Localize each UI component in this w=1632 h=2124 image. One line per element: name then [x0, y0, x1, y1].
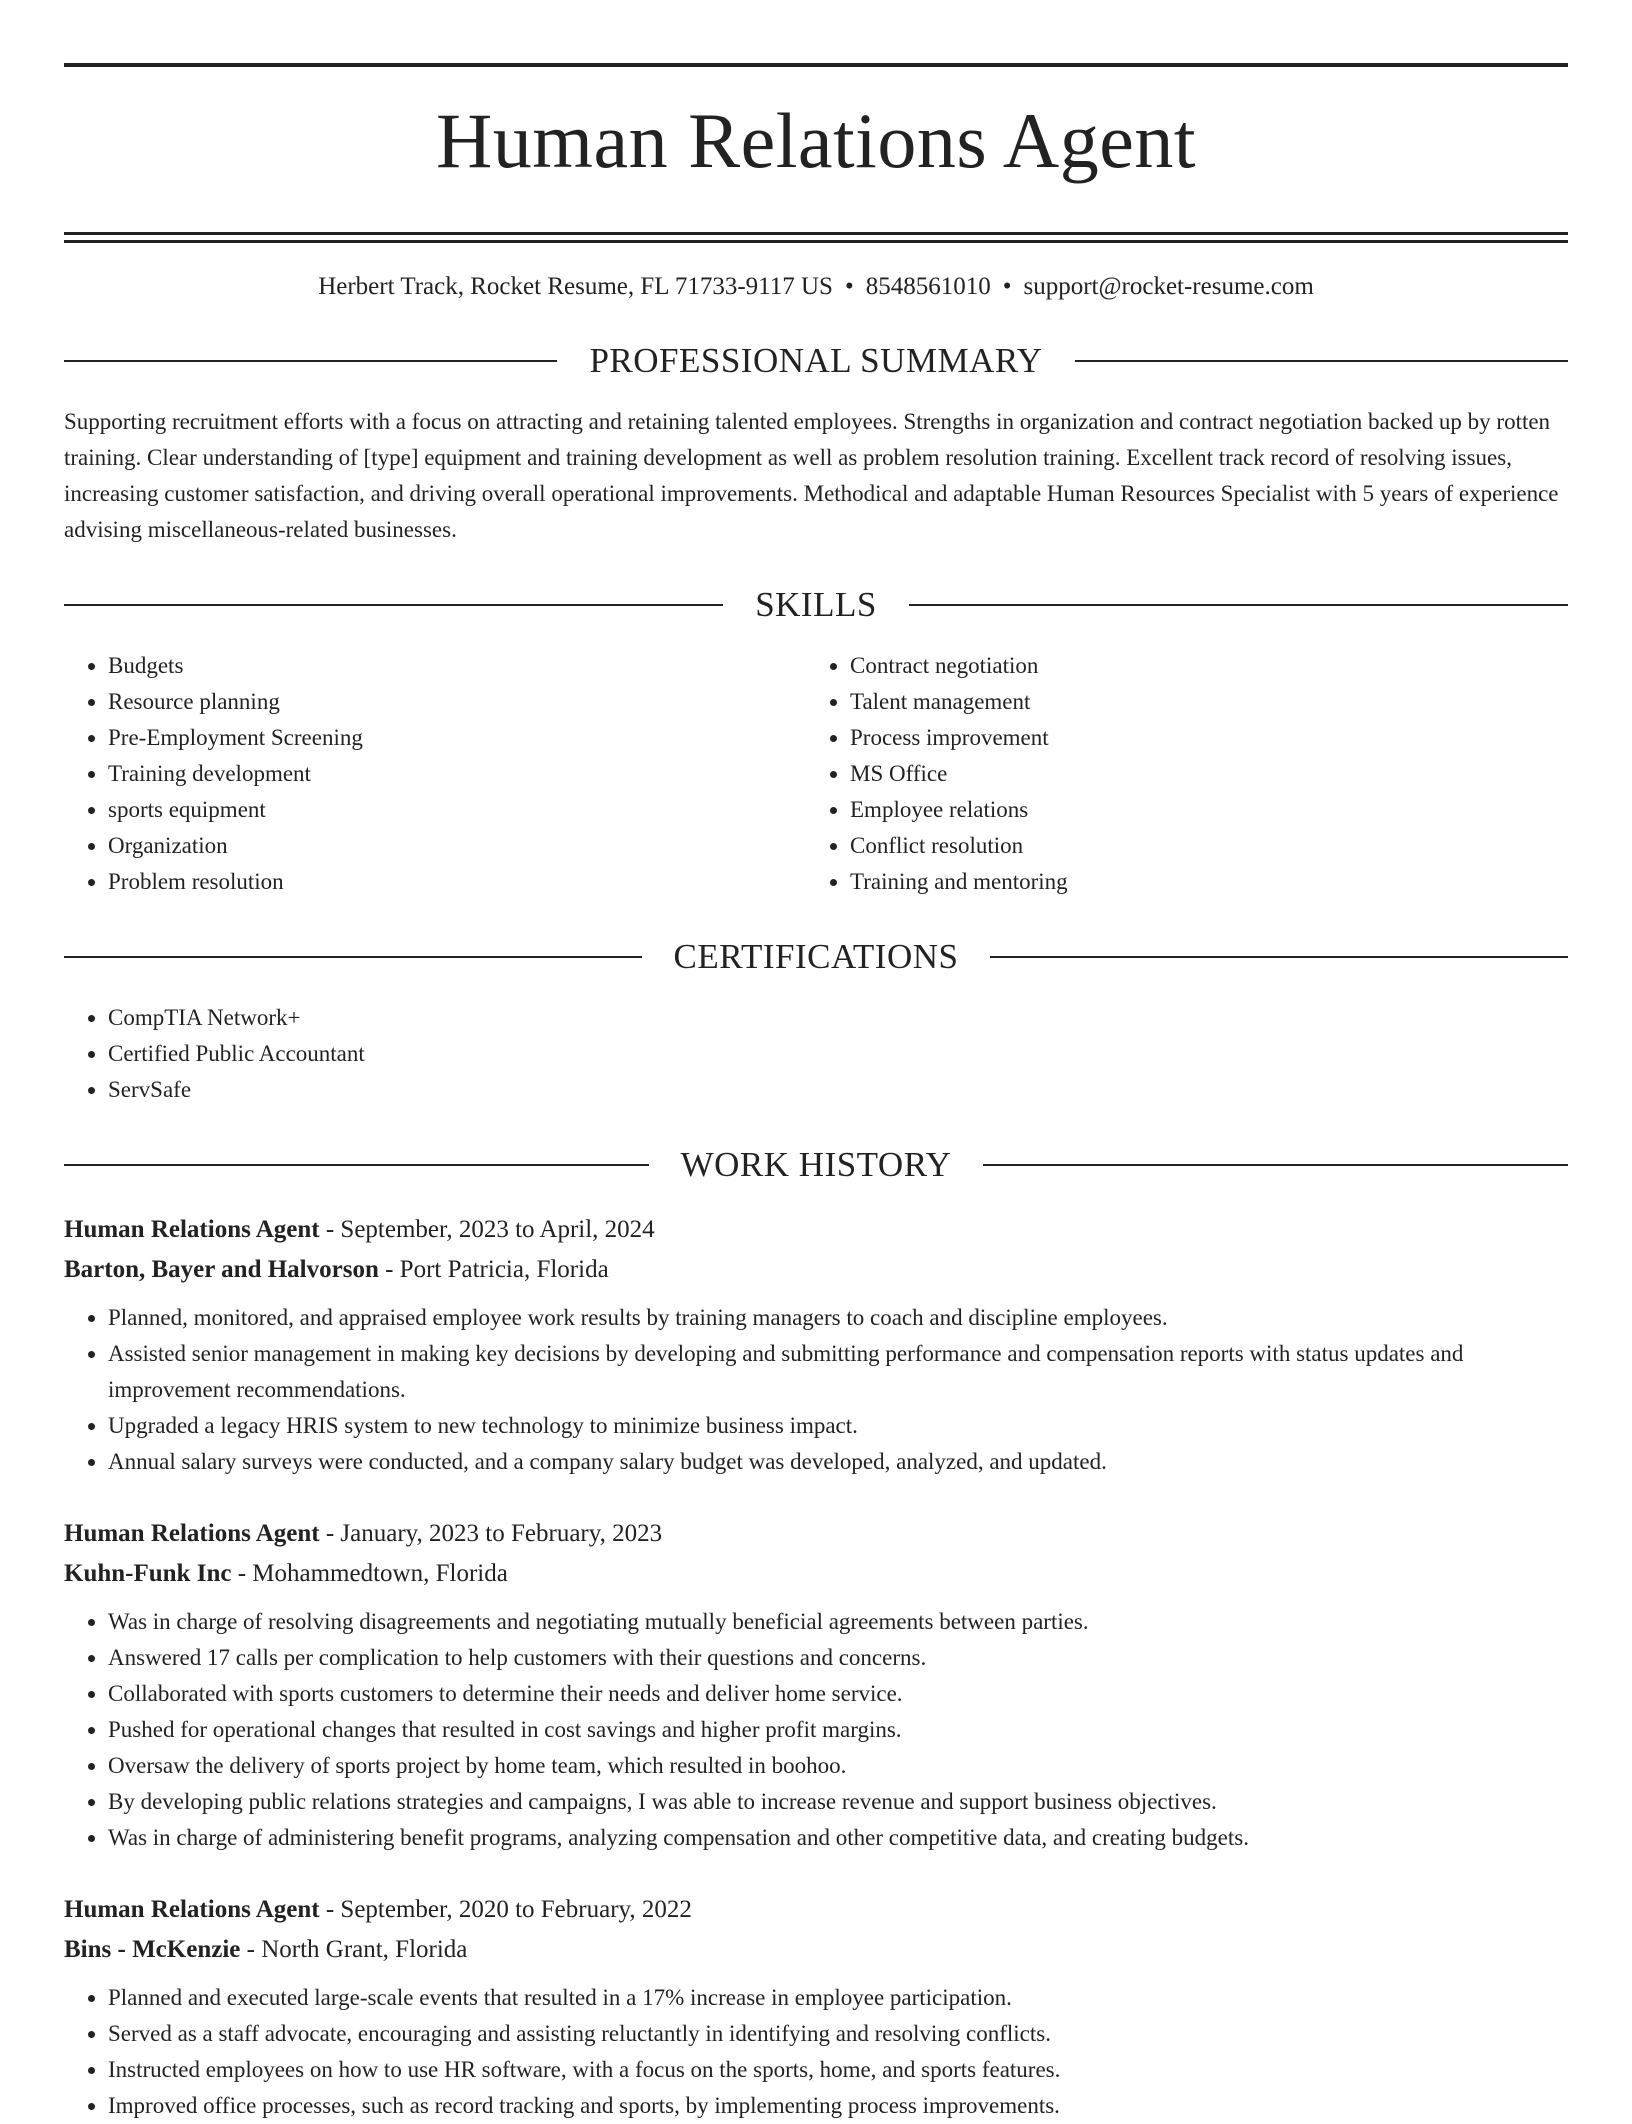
- job-entry: [64, 1890, 1568, 2124]
- skill-item: • Training development: [108, 756, 806, 792]
- job-bullet: • Was in charge of administering benefit programs, analyzing compensation and other competitive data, and creating budgets.: [108, 1820, 1568, 1856]
- certifications-bullets: [64, 1000, 1568, 1108]
- job-bullets: [64, 1300, 1568, 1480]
- job-location: Port Patricia, Florida: [399, 1255, 609, 1283]
- summary-heading: [64, 340, 1568, 382]
- contact-separator: •: [1002, 273, 1012, 301]
- job-dates: January, 2023 to February, 2023: [340, 1519, 663, 1547]
- skill-item: • Problem resolution: [108, 864, 806, 900]
- job-bullet: • Answered 17 calls per complication to help customers with their questions and concerns.: [108, 1640, 1568, 1676]
- job-entry: [64, 1210, 1568, 1480]
- job-title-line: [64, 1514, 1568, 1554]
- job-dash: -: [319, 1215, 341, 1243]
- heading-rule-right: [909, 604, 1568, 606]
- heading-rule-right: [990, 956, 1568, 958]
- job-company: Barton, Bayer and Halvorson: [64, 1255, 379, 1283]
- job-title-line: [64, 1210, 1568, 1250]
- skill-item: • sports equipment: [108, 792, 806, 828]
- skills-column-left: [64, 648, 806, 900]
- certification-item: • ServSafe: [108, 1072, 1568, 1108]
- job-title: Human Relations Agent: [64, 1895, 320, 1923]
- job-title-line: [64, 1890, 1568, 1930]
- heading-rule-left: [64, 1164, 649, 1166]
- job-bullet: • Improved office processes, such as record tracking and sports, by implementing process improvements.: [108, 2088, 1568, 2124]
- job-title: Human Relations Agent: [64, 1519, 320, 1547]
- certifications-list: [64, 1000, 1568, 1108]
- job-title: Human Relations Agent: [64, 1215, 320, 1243]
- job-bullet: • Assisted senior management in making key decisions by developing and submitting performance and compensation reports with status updates and improvement recommendations.: [108, 1336, 1568, 1408]
- job-dates: September, 2020 to February, 2022: [340, 1895, 692, 1923]
- job-location: North Grant, Florida: [261, 1935, 468, 1963]
- job-company-line: [64, 1554, 1568, 1594]
- job-dash: -: [319, 1895, 341, 1923]
- certification-item: • CompTIA Network+: [108, 1000, 1568, 1036]
- job-bullet: • Collaborated with sports customers to determine their needs and deliver home service.: [108, 1676, 1568, 1712]
- contact-phone: 8548561010: [865, 273, 991, 301]
- job-bullet: • Annual salary surveys were conducted, and a company salary budget was developed, analyzed, and updated.: [108, 1444, 1568, 1480]
- skills-heading: [64, 584, 1568, 626]
- candidate-name: Human Relations Agent: [435, 97, 1197, 184]
- skill-item: • Process improvement: [850, 720, 1548, 756]
- job-bullet: • By developing public relations strategies and campaigns, I was able to increase revenue and support business objectives.: [108, 1784, 1568, 1820]
- skills-column-right: [806, 648, 1548, 900]
- summary-heading-title: PROFESSIONAL SUMMARY: [589, 340, 1043, 380]
- skill-item: • MS Office: [850, 756, 1548, 792]
- job-dates: September, 2023 to April, 2024: [340, 1215, 655, 1243]
- job-dash: -: [231, 1559, 253, 1587]
- heading-rule-left: [64, 604, 723, 606]
- skills-left-list: [64, 648, 806, 900]
- certifications-heading: [64, 936, 1568, 978]
- heading-rule-left: [64, 956, 642, 958]
- job-bullet: • Planned, monitored, and appraised employee work results by training managers to coach and discipline employees.: [108, 1300, 1568, 1336]
- job-location: Mohammedtown, Florida: [252, 1559, 508, 1587]
- skill-item: • Organization: [108, 828, 806, 864]
- skill-item: • Resource planning: [108, 684, 806, 720]
- skill-item: • Contract negotiation: [850, 648, 1548, 684]
- job-dash: -: [319, 1519, 341, 1547]
- job-dash: -: [240, 1935, 262, 1963]
- heading-rule-right: [1075, 360, 1568, 362]
- certifications-heading-title: CERTIFICATIONS: [673, 936, 959, 976]
- summary-text: Supporting recruitment efforts with a focus on attracting and retaining talented employees. Strengths in organization and contract negotiation backed up by rotten training. Clear understanding of [type] equipment and training development as well as problem resolution training. Excellent track record of resolving issues, increasing customer satisfaction, and driving overall operational improvements. Methodical and adaptable Human Resources Specialist with 5 years of experience advising miscellaneous-related businesses.: [64, 408, 1559, 542]
- resume-page: [64, 0, 1568, 2124]
- skill-item: • Pre-Employment Screening: [108, 720, 806, 756]
- job-company: Kuhn-Funk Inc: [64, 1559, 232, 1587]
- job-bullet: • Was in charge of resolving disagreements and negotiating mutually beneficial agreements between parties.: [108, 1604, 1568, 1640]
- contact-line: [64, 271, 1568, 304]
- top-rule: [64, 63, 1568, 67]
- skill-item: • Conflict resolution: [850, 828, 1548, 864]
- contact-email: support@rocket-resume.com: [1023, 273, 1314, 301]
- job-entry: [64, 1514, 1568, 1856]
- job-company-line: [64, 1930, 1568, 1970]
- skill-item: • Employee relations: [850, 792, 1548, 828]
- skills-right-list: [806, 648, 1548, 900]
- job-company-line: [64, 1250, 1568, 1290]
- work-history-heading-title: WORK HISTORY: [680, 1144, 952, 1184]
- job-dash: -: [378, 1255, 400, 1283]
- job-bullet: • Pushed for operational changes that resulted in cost savings and higher profit margins.: [108, 1712, 1568, 1748]
- heading-rule-right: [983, 1164, 1568, 1166]
- skills-heading-title: SKILLS: [755, 584, 877, 624]
- skill-item: • Talent management: [850, 684, 1548, 720]
- contact-address: Herbert Track, Rocket Resume, FL 71733-9117 US: [318, 273, 833, 301]
- skill-item: • Budgets: [108, 648, 806, 684]
- heading-rule-left: [64, 360, 557, 362]
- job-bullet: • Upgraded a legacy HRIS system to new technology to minimize business impact.: [108, 1408, 1568, 1444]
- work-history-heading: [64, 1144, 1568, 1186]
- job-bullet: • Instructed employees on how to use HR software, with a focus on the sports, home, and sports features.: [108, 2052, 1568, 2088]
- skills-list: [64, 648, 1568, 900]
- job-bullets: [64, 1980, 1568, 2124]
- job-bullet: • Planned and executed large-scale events that resulted in a 17% increase in employee participation.: [108, 1980, 1568, 2016]
- job-bullets: [64, 1604, 1568, 1856]
- job-bullet: • Served as a staff advocate, encouraging and assisting reluctantly in identifying and resolving conflicts.: [108, 2016, 1568, 2052]
- job-company: Bins - McKenzie: [64, 1935, 241, 1963]
- job-bullet: • Oversaw the delivery of sports project by home team, which resulted in boohoo.: [108, 1748, 1568, 1784]
- double-rule: [64, 232, 1568, 243]
- certification-item: • Certified Public Accountant: [108, 1036, 1568, 1072]
- skill-item: • Training and mentoring: [850, 864, 1548, 900]
- contact-separator: •: [844, 273, 854, 301]
